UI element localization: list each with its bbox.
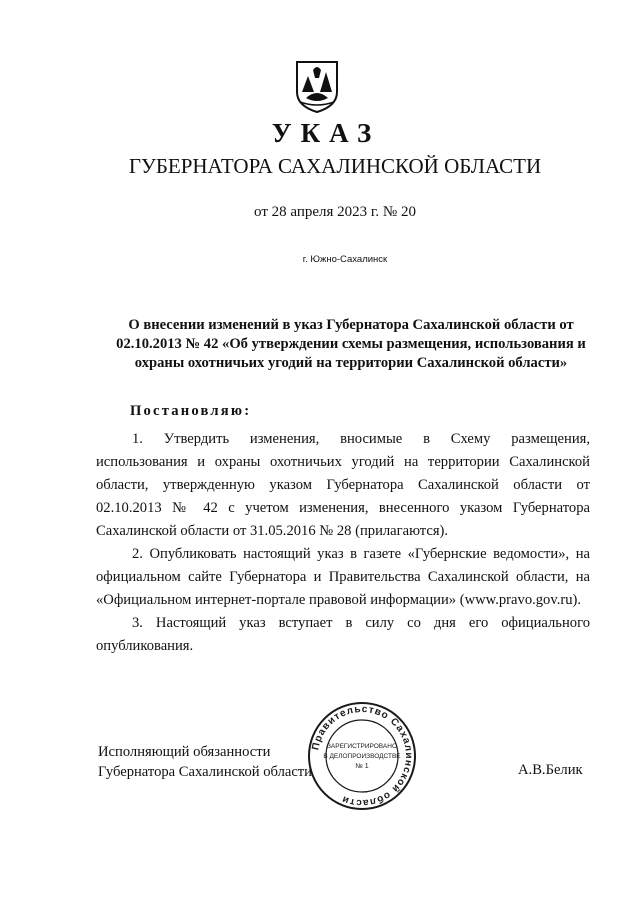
signatory-position-line: Исполняющий обязанности (98, 744, 271, 760)
paragraph-1-line: Сахалинской области от 31.05.2016 № 28 (прилагаются). (96, 523, 449, 539)
seal-inner-text: В ДЕЛОПРОИЗВОДСТВЕ (323, 753, 401, 760)
city: г. Южно-Сахалинск (302, 254, 388, 265)
document-heading (112, 316, 590, 373)
signatory-position-line: Губернатора Сахалинской области (98, 764, 312, 780)
document-subtitle: ГУБЕРНАТОРА САХАЛИНСКОЙ ОБЛАСТИ (128, 154, 542, 178)
signatory-name: А.В.Белик (518, 762, 583, 778)
paragraph-1-line: 02.10.2013 № 42 с учетом изменения, внесенного указом Губернатора (96, 500, 590, 516)
coat-of-arms-icon (294, 58, 340, 114)
date-number: от 28 апреля 2023 г. № 20 (254, 204, 416, 220)
paragraph-2-line: «Официальном интернет-портале правовой информации» (www.pravo.gov.ru). (96, 592, 582, 608)
official-seal (306, 700, 418, 812)
paragraph-1-line: области, утвержденную указом Губернатора Сахалинской области от (96, 477, 590, 493)
paragraph-1-line: использования и охраны охотничьих угодий на территории Сахалинской (96, 454, 590, 470)
heading-line: 02.10.2013 № 42 «Об утверждении схемы размещения, использования и (116, 336, 586, 352)
heading-line: О внесении изменений в указ Губернатора Сахалинской области от (128, 317, 574, 333)
paragraph-1-line: 1. Утвердить изменения, вносимые в Схему размещения, (132, 431, 590, 447)
signatory-position (98, 742, 312, 782)
document-body (96, 428, 590, 658)
seal-inner-text: № 1 (355, 763, 369, 770)
decree-word: Постановляю: (130, 403, 252, 419)
paragraph-3-line: 3. Настоящий указ вступает в силу со дня его официального (132, 615, 590, 631)
seal-outer-text: Правительство Сахалинской области (310, 703, 415, 809)
seal-inner-text: ЗАРЕГИСТРИРОВАНО (326, 743, 398, 750)
heading-line: охраны охотничьих угодий на территории Сахалинской области» (134, 355, 568, 371)
paragraph-3-line: опубликования. (96, 638, 194, 654)
paragraph-2-line: 2. Опубликовать настоящий указ в газете «Губернские ведомости», на (132, 546, 590, 562)
paragraph-2-line: официальном сайте Губернатора и Правительства Сахалинской области, на (96, 569, 590, 585)
document-title: УКАЗ (271, 118, 381, 148)
